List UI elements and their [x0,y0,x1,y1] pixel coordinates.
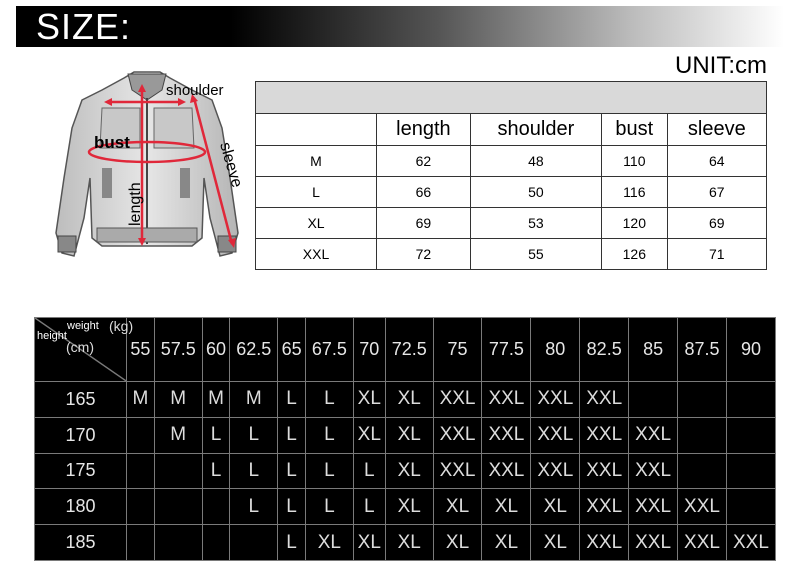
size-recommendation-cell: L [306,417,354,453]
weight-header-cell: 57.5 [154,318,202,382]
shoulder-cell: 50 [470,177,601,208]
size-recommendation-cell: XXL [580,417,629,453]
shoulder-cell: 48 [470,146,601,177]
size-recommendation-cell: L [306,453,354,489]
size-recommendation-cell [154,525,202,561]
size-header-blank [256,114,377,146]
size-recommendation-cell: XXL [629,417,678,453]
bust-label: bust [94,133,130,152]
size-cell: M [256,146,377,177]
size-recommendation-cell [678,417,727,453]
size-recommendation-cell: L [353,453,385,489]
size-cell: XXL [256,239,377,270]
table-row [35,453,776,489]
weight-header-cell: 55 [127,318,155,382]
size-recommendation-cell [127,525,155,561]
size-recommendation-cell [678,381,727,417]
height-cell: 185 [35,525,127,561]
weight-header-cell: 85 [629,318,678,382]
corner-height-label: height [37,330,67,342]
table-row [35,381,776,417]
size-recommendation-cell: XL [531,525,580,561]
size-recommendation-cell: XXL [580,525,629,561]
size-recommendation-cell: L [278,453,306,489]
size-recommendation-cell [202,489,230,525]
corner-height-unit: (cm) [66,339,94,355]
size-recommendation-cell: M [230,381,278,417]
size-recommendation-cell: XL [482,525,531,561]
height-cell: 170 [35,417,127,453]
chart-corner [35,318,134,382]
length-cell: 66 [377,177,471,208]
sleeve-cell: 71 [667,239,766,270]
shoulder-cell: 55 [470,239,601,270]
length-cell: 69 [377,208,471,239]
length-label: length [127,182,144,226]
size-recommendation-cell: XXL [531,453,580,489]
table-row [256,146,767,177]
size-recommendation-cell: XL [482,489,531,525]
table-row [35,489,776,525]
header-shoulder: shoulder [470,114,601,146]
size-recommendation-cell: XXL [531,381,580,417]
size-recommendation-cell: M [127,381,155,417]
size-recommendation-cell: XXL [531,417,580,453]
size-banner [16,6,784,47]
size-recommendation-cell: XL [353,381,385,417]
weight-header-cell: 72.5 [385,318,433,382]
size-recommendation-cell: XL [531,489,580,525]
table-row [256,239,767,270]
weight-header-cell: 62.5 [230,318,278,382]
size-recommendation-cell: M [154,417,202,453]
size-recommendation-cell [230,525,278,561]
size-recommendation-cell: XXL [433,417,482,453]
size-recommendation-cell: L [278,417,306,453]
size-recommendation-cell: XXL [482,417,531,453]
size-recommendation-cell: L [278,381,306,417]
height-cell: 165 [35,381,127,417]
size-recommendation-cell: XXL [580,489,629,525]
size-recommendation-cell: L [230,453,278,489]
size-recommendation-cell: XXL [629,489,678,525]
size-recommendation-cell [726,453,775,489]
size-recommendation-cell: XL [385,417,433,453]
weight-header-cell: 75 [433,318,482,382]
size-recommendation-cell: XXL [726,525,775,561]
bust-cell: 116 [602,177,668,208]
weight-height-chart [34,317,776,561]
bust-cell: 126 [602,239,668,270]
size-recommendation-cell: L [202,453,230,489]
corner-weight-unit: (kg) [109,318,134,334]
weight-header-cell: 90 [726,318,775,382]
sleeve-cell: 69 [667,208,766,239]
sleeve-cell: 64 [667,146,766,177]
size-recommendation-cell [154,453,202,489]
corner-weight-label: weight [67,320,99,332]
size-recommendation-cell [127,489,155,525]
size-recommendation-cell: XXL [482,453,531,489]
weight-header-cell: 87.5 [678,318,727,382]
size-recommendation-cell: L [230,489,278,525]
size-recommendation-cell: XL [353,525,385,561]
size-recommendation-cell [726,381,775,417]
size-table-title-row [256,82,767,114]
table-row [256,208,767,239]
size-recommendation-cell: XL [385,525,433,561]
size-recommendation-cell: XXL [678,489,727,525]
size-recommendation-cell: XXL [678,525,727,561]
size-recommendation-cell: XXL [629,453,678,489]
size-cell: L [256,177,377,208]
table-row [35,525,776,561]
size-recommendation-cell: XXL [580,453,629,489]
size-recommendation-cell [726,417,775,453]
banner-title: SIZE: [36,6,132,47]
size-recommendation-cell [127,453,155,489]
height-cell: 180 [35,489,127,525]
weight-header-cell: 70 [353,318,385,382]
table-row [35,417,776,453]
size-recommendation-cell: XXL [433,381,482,417]
table-row [256,177,767,208]
weight-height-table [34,317,776,561]
size-recommendation-cell: XL [433,489,482,525]
sleeve-cell: 67 [667,177,766,208]
size-recommendation-cell [726,489,775,525]
size-recommendation-cell: XL [306,525,354,561]
weight-header-cell: 60 [202,318,230,382]
header-length: length [377,114,471,146]
size-cell: XL [256,208,377,239]
shoulder-label: shoulder [166,82,224,99]
size-recommendation-cell [629,381,678,417]
header-sleeve: sleeve [667,114,766,146]
header-bust: bust [602,114,668,146]
size-recommendation-cell: L [278,489,306,525]
weight-header-row [35,318,776,382]
size-recommendation-cell: XXL [629,525,678,561]
size-table-header-row [256,114,767,146]
jacket-measurement-diagram [42,68,252,268]
size-recommendation-cell: XL [385,381,433,417]
unit-label: UNIT:cm [675,52,767,79]
size-recommendation-cell: XXL [482,381,531,417]
length-cell: 72 [377,239,471,270]
length-cell: 62 [377,146,471,177]
shoulder-cell: 53 [470,208,601,239]
size-recommendation-cell: XXL [580,381,629,417]
weight-header-cell: 65 [278,318,306,382]
height-cell: 175 [35,453,127,489]
weight-header-cell: 67.5 [306,318,354,382]
size-table [255,81,767,270]
bust-cell: 120 [602,208,668,239]
size-recommendation-cell: XL [385,453,433,489]
size-recommendation-cell: XL [353,417,385,453]
size-recommendation-cell: L [230,417,278,453]
size-recommendation-cell: XL [433,525,482,561]
weight-header-cell: 80 [531,318,580,382]
size-recommendation-cell: XXL [433,453,482,489]
size-recommendation-cell: XL [385,489,433,525]
size-recommendation-cell: L [306,381,354,417]
size-recommendation-cell [127,417,155,453]
size-recommendation-cell [678,453,727,489]
size-recommendation-cell: L [278,525,306,561]
bust-cell: 110 [602,146,668,177]
size-recommendation-cell: L [353,489,385,525]
weight-header-cell: 77.5 [482,318,531,382]
sleeve-label: sleeve [216,140,246,190]
size-recommendation-cell: M [202,381,230,417]
size-recommendation-cell [154,489,202,525]
size-recommendation-cell: L [306,489,354,525]
size-recommendation-cell: L [202,417,230,453]
weight-header-cell: 82.5 [580,318,629,382]
size-recommendation-cell [202,525,230,561]
size-recommendation-cell: M [154,381,202,417]
